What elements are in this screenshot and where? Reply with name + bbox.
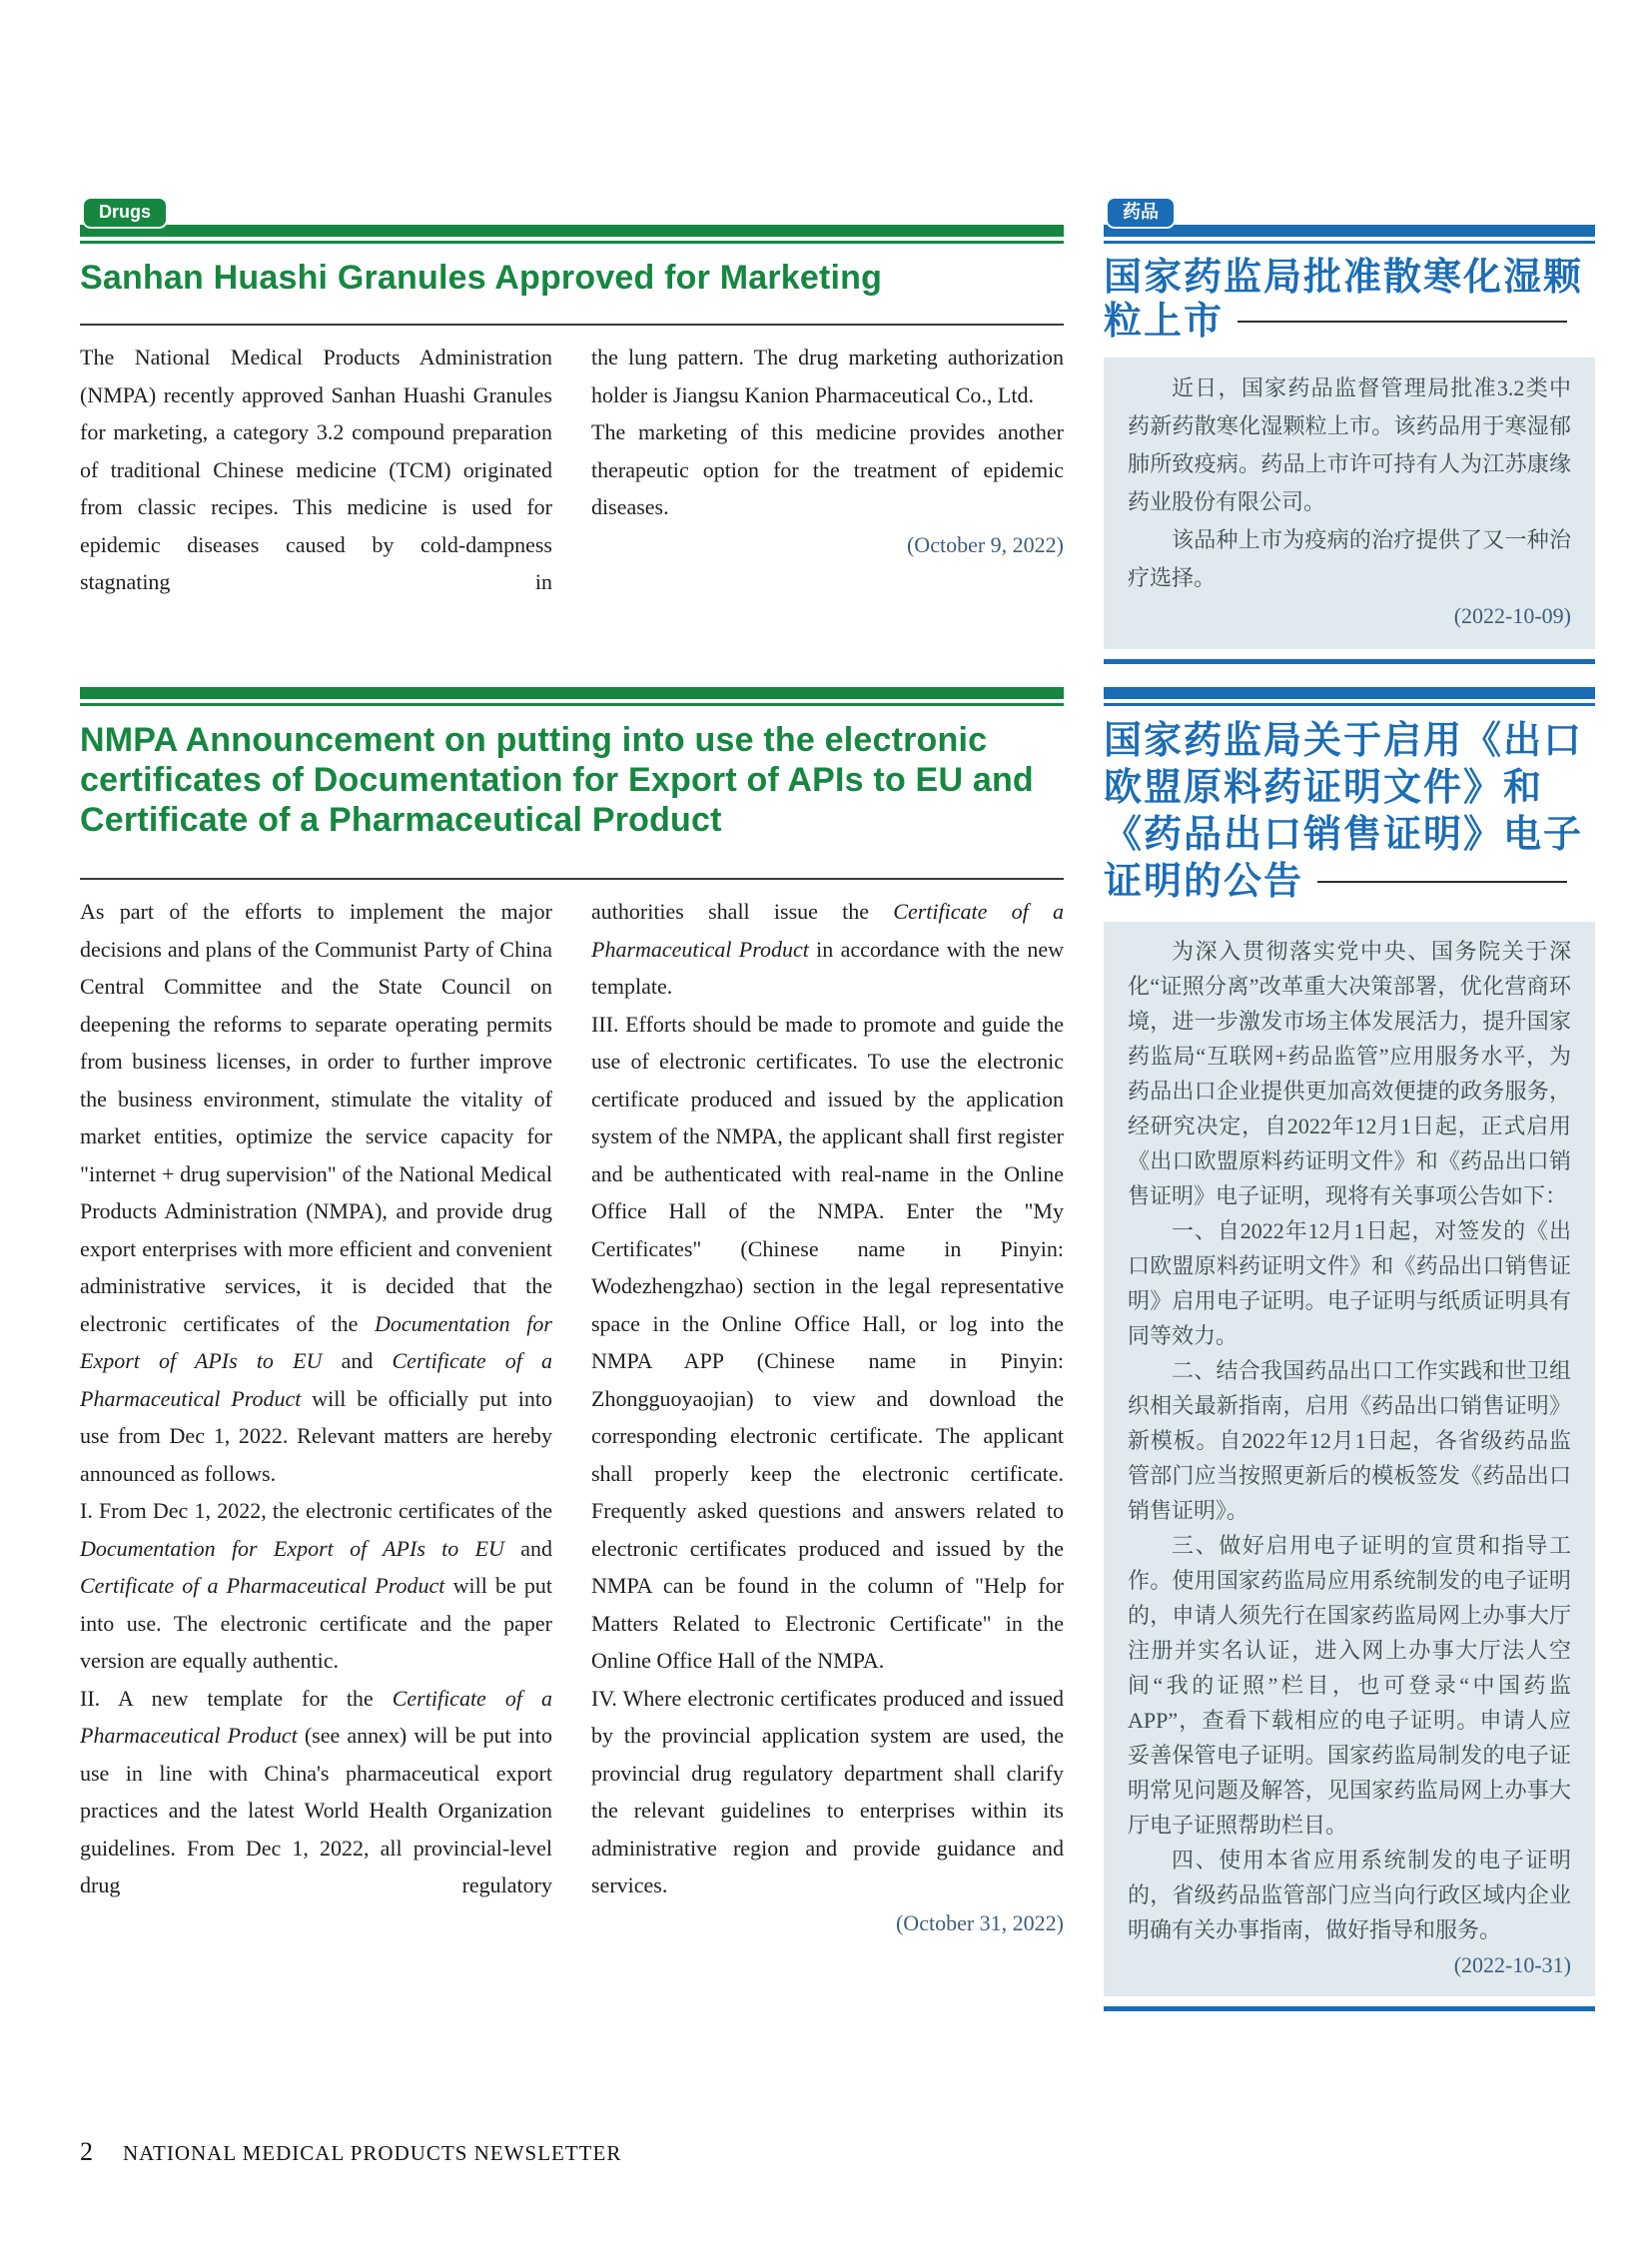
paragraph: 三、做好启用电子证明的宣贯和指导工作。使用国家药监局应用系统制发的电子证明的，申请人须先行在国家药监局网上办事大厅注册并实名认证，进入网上办事大厅法人空间“我的证照”栏目，也可登录“中国药监APP”，查看下载相应的电子证明。申请人应妥善保管电子证明。国家药监局制发的电子证明常见问题及解答，见国家药监局网上办事大厅电子证照帮助栏目。	[1128, 1533, 1571, 1838]
section-bar	[1104, 687, 1595, 699]
section-bar	[80, 687, 1064, 699]
section-line	[80, 703, 1064, 706]
page-number: 2	[80, 2137, 93, 2166]
yaopin-section-badge: 药品	[1106, 197, 1176, 229]
article-divider	[80, 324, 1064, 326]
date-line: (October 31, 2022)	[895, 1909, 1064, 1935]
date-line: (2022-10-31)	[1453, 1952, 1571, 1977]
date-line: (October 9, 2022)	[906, 531, 1064, 557]
article-title-cn-2	[1104, 718, 1595, 906]
paragraph: III. Efforts should be made to promote and guide the use of electronic certificates. To use the electronic certificate produced and issued by the application system of the NMPA, the applicant shall first register and be authenticated with real-name in the Online Office Hall of the NMPA. Enter the "My Certificates" (Chinese name in Pinyin: Wodezhengzhao) section in the legal representative space in the Online Office Hall, or log into the NMPA APP (Chinese name in Pinyin: Zhongguoyaojian) to view and download the corresponding electronic certificate. The applicant shall properly keep the electronic certificate. Frequently asked questions and answers related to electronic certificates produced and issued by the NMPA can be found in the column of "Help for Matters Related to Electronic Certificate" in the Online Office Hall of the NMPA.	[591, 1011, 1064, 1673]
title-rule	[1238, 321, 1567, 323]
section-line	[80, 241, 1064, 244]
article-box-cn-1	[1104, 358, 1595, 649]
article-title-cn-1	[1104, 256, 1595, 344]
section-line	[1104, 703, 1595, 706]
article2-column-1	[80, 893, 552, 1941]
paragraph: 二、结合我国药品出口工作实践和世卫组织相关最新指南，启用《药品出口销售证明》新模板。自2022年12月1日起，各省级药品监管部门应当按照更新后的模板签发《药品出口销售证明》。	[1128, 1358, 1571, 1523]
paragraph: The National Medical Products Administration (NMPA) recently approved Sanhan Huashi Granules for marketing, a category 3.2 compound preparation of traditional Chinese medicine (TCM) originated from classic recipes. This medicine is used for epidemic diseases caused by cold-dampness stagnating in	[80, 345, 552, 594]
title-rule	[1317, 881, 1567, 883]
article-title-cn-1-text: 国家药监局批准散寒化湿颗粒上市	[1104, 257, 1584, 343]
paragraph: 该品种上市为疫病的治疗提供了又一种治疗选择。	[1128, 527, 1571, 590]
article-body-en-1	[80, 339, 1064, 601]
paragraph: I. From Dec 1, 2022, the electronic certificates of the Documentation for Export of APIs to EU and Certificate of a Pharmaceutical Product will be put into use. The electronic certificate and the paper version are equally authentic.	[80, 1498, 552, 1673]
article-divider	[80, 878, 1064, 880]
article-drugs-approval-en	[80, 197, 1064, 687]
article-box-cn-2	[1104, 922, 1595, 1996]
article-nmpa-announcement-en	[80, 687, 1064, 1941]
paragraph: IV. Where electronic certificates produced and issued by the provincial application system are used, the provincial drug regulatory department shall clarify the relevant guidelines to enterprises within its administrative region and provide guidance and services.	[591, 1685, 1064, 1897]
section-bar	[80, 225, 1064, 237]
chinese-zone	[1104, 197, 1595, 2011]
article2-column-2	[591, 893, 1064, 1941]
box-bottom-rule	[1104, 659, 1595, 664]
paragraph: 为深入贯彻落实党中央、国务院关于深化“证照分离”改革重大决策部署，优化营商环境，进一步激发市场主体发展活力，提升国家药监局“互联网+药品监管”应用服务水平，为药品出口企业提供更加高效便捷的政务服务，经研究决定，自2022年12月1日起，正式启用《出口欧盟原料药证明文件》和《药品出口销售证明》电子证明，现将有关事项公告如下：	[1128, 939, 1571, 1208]
article1-column-1	[80, 339, 552, 601]
drugs-section-badge: Drugs	[82, 197, 168, 229]
article-body-en-2	[80, 893, 1064, 1941]
paragraph: II. A new template for the Certificate of a Pharmaceutical Product (see annex) will be put into use in line with China's pharmaceutical export practices and the latest World Health Organization guidelines. From Dec 1, 2022, all provincial-level drug regulatory	[80, 1685, 552, 1897]
article-title-cn-2-text: 国家药监局关于启用《出口欧盟原料药证明文件》和《药品出口销售证明》电子证明的公告	[1104, 720, 1584, 903]
journal-title: NATIONAL MEDICAL PRODUCTS NEWSLETTER	[123, 2141, 622, 2165]
paragraph: The marketing of this medicine provides another therapeutic option for the treatment of epidemic diseases.	[591, 419, 1064, 519]
paragraph: 四、使用本省应用系统制发的电子证明的，省级药品监管部门应当向行政区域内企业明确有关办事指南，做好指导和服务。	[1128, 1848, 1571, 1942]
article-nmpa-announcement-cn	[1104, 687, 1595, 2011]
paragraph: authorities shall issue the Certificate of a Pharmaceutical Product in accordance with the new template.	[591, 899, 1064, 999]
article-title-en-1: Sanhan Huashi Granules Approved for Marketing	[80, 259, 883, 297]
section-bar	[1104, 225, 1595, 237]
article-drugs-approval-cn	[1104, 197, 1595, 687]
paragraph: As part of the efforts to implement the major decisions and plans of the Communist Party of China Central Committee and the State Council on deepening the reforms to separate operating permits from business licenses, in order to further improve the business environment, stimulate the vitality of market entities, optimize the service capacity for "internet + drug supervision" of the National Medical Products Administration (NMPA), and provide drug export enterprises with more efficient and convenient administrative services, it is decided that the electronic certificates of the Documentation for Export of APIs to EU and Certificate of a Pharmaceutical Product will be officially put into use from Dec 1, 2022. Relevant matters are hereby announced as follows.	[80, 899, 553, 1486]
article1-column-2	[591, 339, 1064, 601]
page-footer	[80, 2137, 621, 2167]
date-line: (2022-10-09)	[1453, 603, 1571, 628]
paragraph: the lung pattern. The drug marketing authorization holder is Jiangsu Kanion Pharmaceutical Co., Ltd.	[591, 345, 1064, 407]
paragraph: 近日，国家药品监督管理局批准3.2类中药新药散寒化湿颗粒上市。该药品用于寒湿郁肺所致疫病。药品上市许可持有人为江苏康缘药业股份有限公司。	[1128, 375, 1571, 514]
paragraph: 一、自2022年12月1日起，对签发的《出口欧盟原料药证明文件》和《药品出口销售证明》启用电子证明。电子证明与纸质证明具有同等效力。	[1128, 1218, 1571, 1348]
article-title-en-2: NMPA Announcement on putting into use the electronic certificates of Documentation for Export of APIs to EU and Certificate of a Pharmaceutical Product	[80, 721, 1034, 839]
box-bottom-rule	[1104, 2006, 1595, 2011]
english-zone	[80, 197, 1064, 2011]
section-line	[1104, 241, 1595, 244]
